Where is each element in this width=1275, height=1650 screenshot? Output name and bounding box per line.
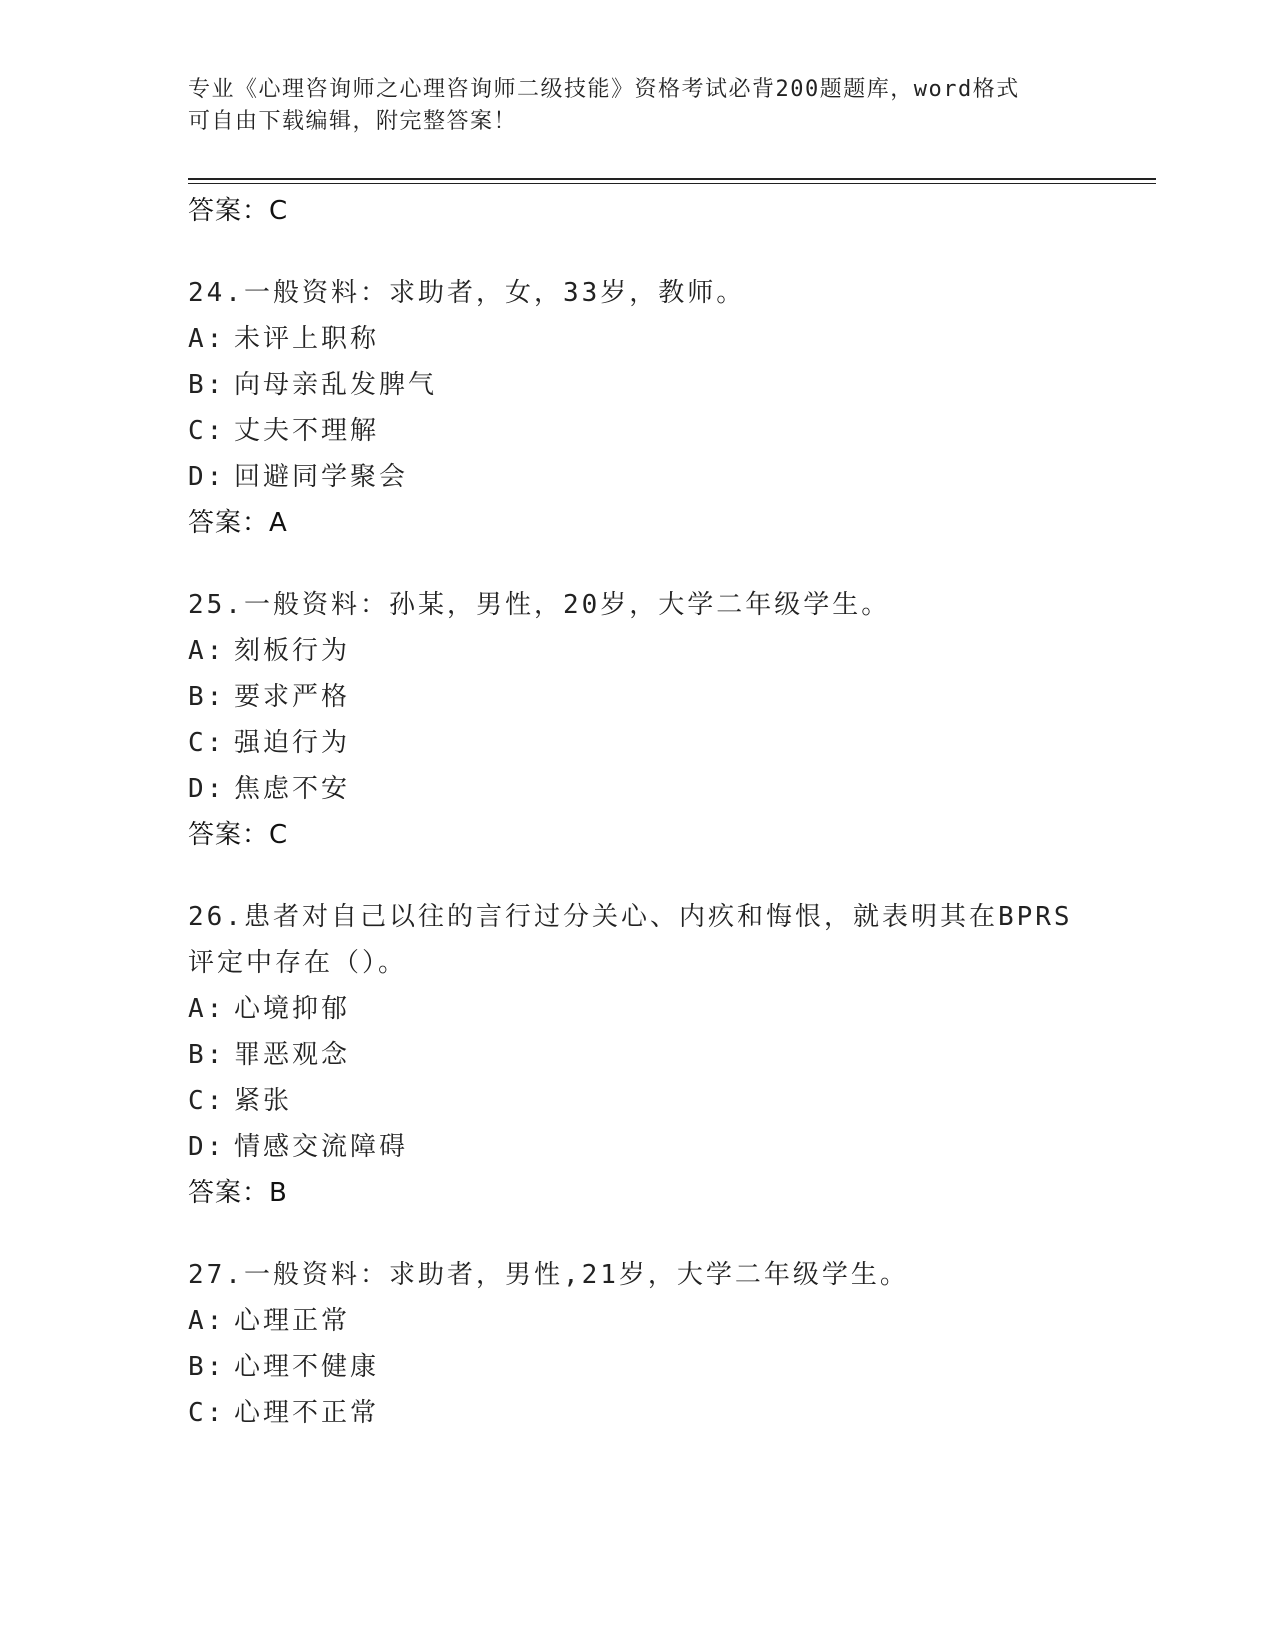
option-c xyxy=(188,720,1088,766)
option-a xyxy=(188,986,1088,1032)
option-a xyxy=(188,1298,1088,1344)
option-key: B: xyxy=(188,1040,226,1070)
option-a xyxy=(188,316,1088,362)
question-stem: 24.一般资料：求助者，女，33岁，教师。 xyxy=(188,278,746,308)
option-text: 丈夫不理解 xyxy=(234,416,380,446)
option-text: 要求严格 xyxy=(234,682,351,712)
document-header xyxy=(188,74,1088,138)
option-key: C: xyxy=(188,416,226,446)
option-text: 刻板行为 xyxy=(234,636,351,666)
option-text: 心理不正常 xyxy=(234,1398,380,1428)
option-text: 强迫行为 xyxy=(234,728,351,758)
question-26 xyxy=(188,894,1088,1216)
option-key: D: xyxy=(188,774,226,804)
option-c xyxy=(188,1390,1088,1436)
option-text: 罪恶观念 xyxy=(234,1040,351,1070)
option-text: 回避同学聚会 xyxy=(234,462,409,492)
option-text: 焦虑不安 xyxy=(234,774,351,804)
option-key: A: xyxy=(188,324,226,354)
option-key: C: xyxy=(188,728,226,758)
option-key: B: xyxy=(188,370,226,400)
option-text: 向母亲乱发脾气 xyxy=(234,370,438,400)
question-stem-line-1: 26.患者对自己以往的言行过分关心、内疚和悔恨，就表明其在BPRS xyxy=(188,902,1073,932)
header-divider-thick xyxy=(188,178,1156,180)
option-key: A: xyxy=(188,994,226,1024)
option-text: 情感交流障碍 xyxy=(234,1132,409,1162)
answer-line: 答案：C xyxy=(188,820,289,850)
option-c xyxy=(188,1078,1088,1124)
option-key: D: xyxy=(188,1132,226,1162)
option-key: D: xyxy=(188,462,226,492)
option-d xyxy=(188,1124,1088,1170)
option-key: A: xyxy=(188,1306,226,1336)
option-text: 心境抑郁 xyxy=(234,994,351,1024)
question-stem: 27.一般资料：求助者，男性,21岁，大学二年级学生。 xyxy=(188,1260,909,1290)
question-stem: 25.一般资料：孙某，男性，20岁，大学二年级学生。 xyxy=(188,590,891,620)
option-c xyxy=(188,408,1088,454)
header-line-2: 可自由下载编辑，附完整答案！ xyxy=(188,109,518,134)
option-key: B: xyxy=(188,1352,226,1382)
option-key: A: xyxy=(188,636,226,666)
option-b xyxy=(188,362,1088,408)
question-27 xyxy=(188,1252,1088,1436)
question-stem-line-2: 评定中存在（）。 xyxy=(188,948,408,978)
answer-line: 答案：A xyxy=(188,508,288,538)
option-key: C: xyxy=(188,1086,226,1116)
option-d xyxy=(188,454,1088,500)
answer-line-23: 答案：C xyxy=(188,196,289,226)
option-b xyxy=(188,674,1088,720)
option-key: B: xyxy=(188,682,226,712)
question-24 xyxy=(188,270,1088,546)
question-25 xyxy=(188,582,1088,858)
option-d xyxy=(188,766,1088,812)
option-text: 紧张 xyxy=(234,1086,293,1116)
document-body xyxy=(188,188,1088,1436)
option-text: 心理正常 xyxy=(234,1306,351,1336)
header-divider-thin xyxy=(188,183,1156,184)
option-b xyxy=(188,1344,1088,1390)
header-line-1: 专业《心理咨询师之心理咨询师二级技能》资格考试必背200题题库，word格式 xyxy=(188,77,1020,102)
option-b xyxy=(188,1032,1088,1078)
option-text: 未评上职称 xyxy=(234,324,380,354)
option-key: C: xyxy=(188,1398,226,1428)
option-text: 心理不健康 xyxy=(234,1352,380,1382)
answer-line: 答案：B xyxy=(188,1178,288,1208)
option-a xyxy=(188,628,1088,674)
